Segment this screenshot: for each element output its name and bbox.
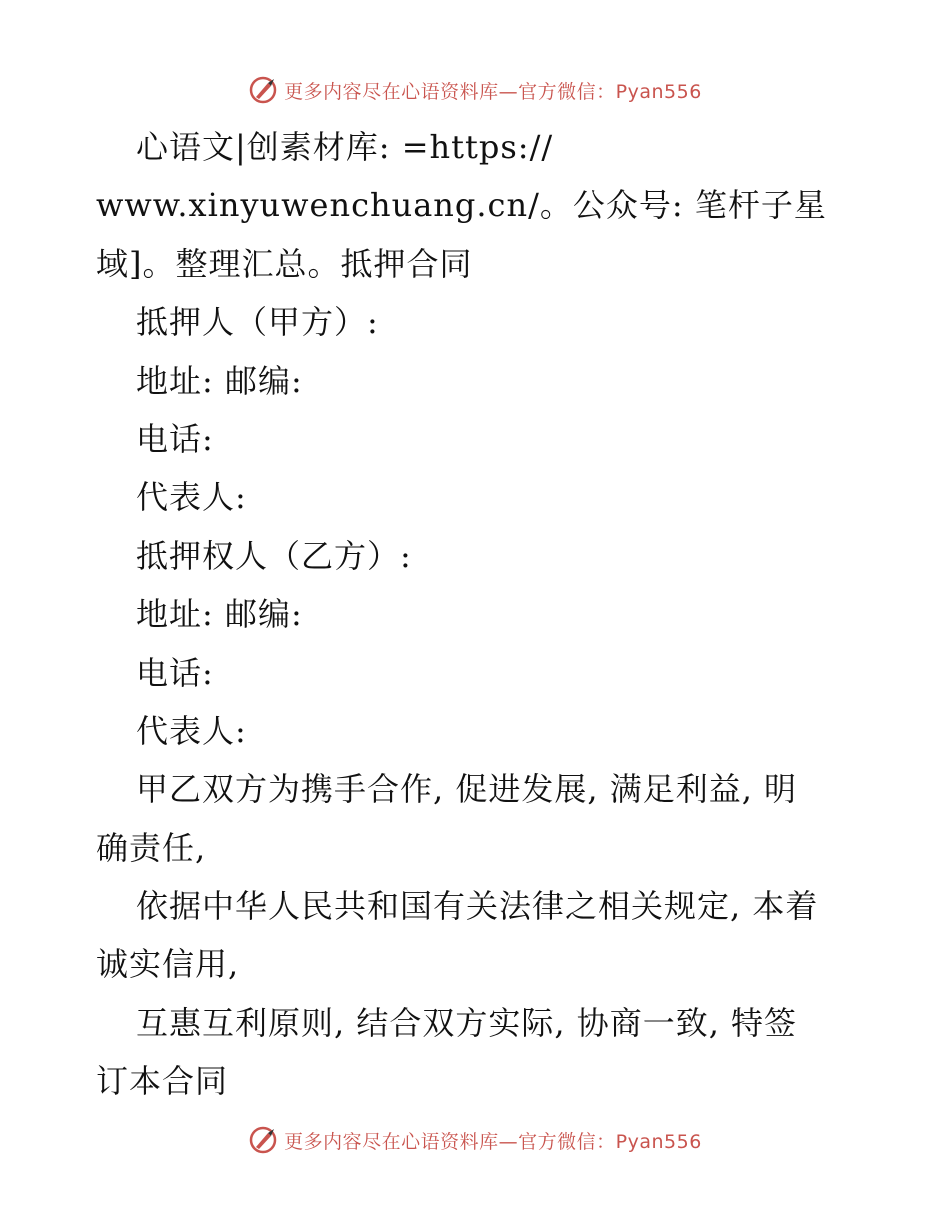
doc-line: 抵押权人（乙方）: (136, 536, 412, 575)
doc-line: 抵押人（甲方）: (136, 303, 379, 342)
header-banner (0, 70, 950, 110)
doc-line: 代表人: (136, 478, 247, 517)
doc-line: 订本合同 (96, 1062, 229, 1101)
doc-line: 地址: 邮编: (136, 595, 303, 634)
document-body (96, 118, 856, 1111)
doc-line: 诚实信用, (96, 945, 240, 984)
footer-banner (0, 1120, 950, 1160)
doc-line: 互惠互利原则, 结合双方实际, 协商一致, 特签 (136, 1003, 798, 1042)
doc-line: 甲乙双方为携手合作, 促进发展, 满足利益, 明 (136, 770, 798, 809)
doc-line: 域]。整理汇总。抵押合同 (96, 244, 473, 283)
doc-line: 确责任, (96, 828, 207, 867)
doc-line: 心语文|创素材库: =https:// (136, 128, 554, 166)
doc-line: 依据中华人民共和国有关法律之相关规定, 本着 (136, 887, 819, 926)
quill-pen-logo-icon (248, 75, 278, 105)
doc-line: www.xinyuwenchuang.cn/。公众号: 笔杆子星 (96, 186, 827, 225)
doc-line: 代表人: (136, 711, 247, 750)
quill-pen-logo-icon (248, 1125, 278, 1155)
doc-line: 电话: (136, 419, 214, 458)
header-banner-text: 更多内容尽在心语资料库—官方微信：Pyan556 (284, 80, 702, 103)
doc-line: 电话: (136, 653, 214, 692)
doc-line: 地址: 邮编: (136, 361, 303, 400)
footer-banner-text: 更多内容尽在心语资料库—官方微信：Pyan556 (284, 1130, 702, 1153)
